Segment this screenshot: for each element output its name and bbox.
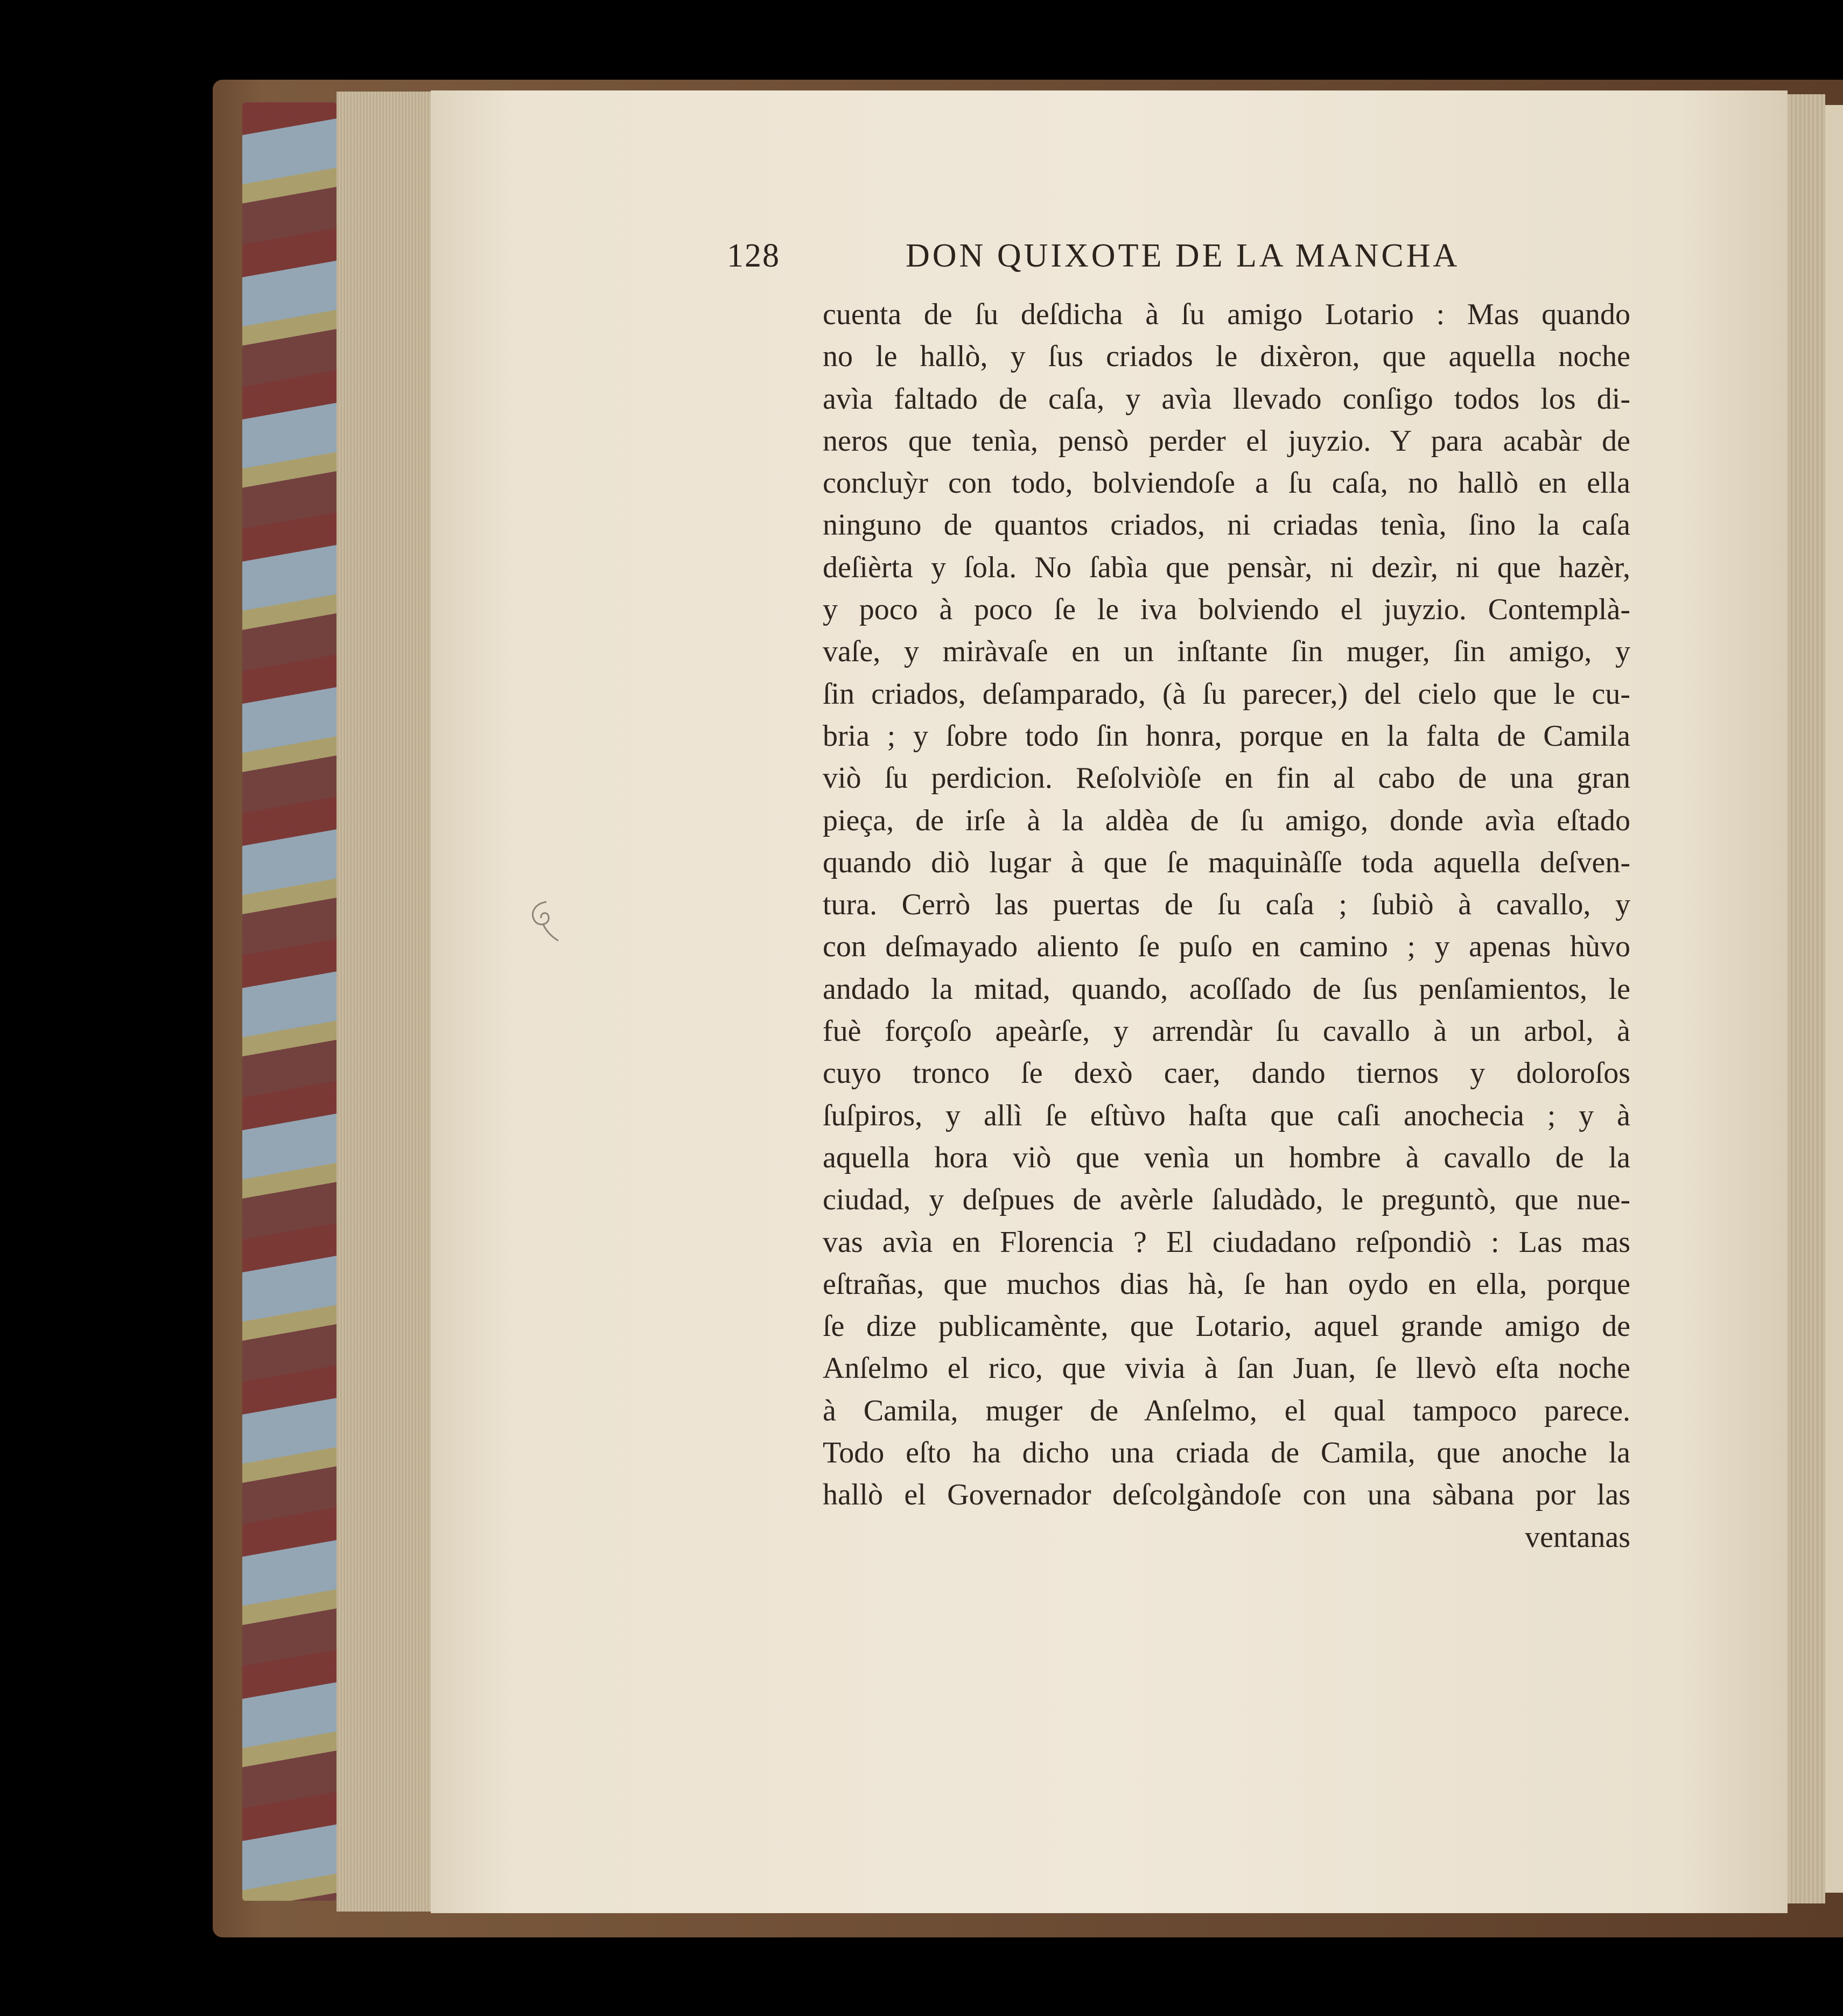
running-head <box>727 237 1631 285</box>
text-line: y poco à poco ſe le iva bolviendo el juyzio. Contemplà- <box>823 593 1630 627</box>
text-line: eſtrañas, que muchos dias hà, ſe han oydo en ella, porque <box>823 1267 1630 1301</box>
text-line: vas avìa en Florencia ? El ciudadano reſpondiò : Las mas <box>823 1225 1630 1259</box>
text-line: tura. Cerrò las puertas de ſu caſa ; ſubiò à cavallo, y <box>823 888 1630 922</box>
text-line: vaſe, y miràvaſe en un inſtante ſin muger, ſin amigo, y <box>823 635 1630 669</box>
text-line: ſe dize publicamènte, que Lotario, aquel grande amigo de <box>823 1310 1630 1343</box>
pencil-mark-icon <box>525 897 563 945</box>
text-line: ſuſpiros, y allì ſe eſtùvo haſta que caſi anochecia ; y à <box>823 1098 1630 1132</box>
text-line: hallò el Governador deſcolgàndoſe con una sàbana por las <box>823 1478 1630 1512</box>
text-line: fuè forçoſo apeàrſe, y arrendàr ſu cavallo à un arbol, à <box>823 1014 1630 1048</box>
text-line: con deſmayado aliento ſe puſo en camino ; y apenas hùvo <box>823 930 1630 964</box>
text-line: avìa faltado de caſa, y avìa llevado conſigo todos los di- <box>823 382 1630 416</box>
catchword: ventanas <box>1525 1520 1630 1554</box>
text-line: cuyo tronco ſe dexò caer, dando tiernos y doloroſos <box>823 1056 1630 1090</box>
text-line: pieça, de irſe à la aldèa de ſu amigo, donde avìa eſtado <box>823 803 1630 837</box>
text-line: cuenta de ſu deſdicha à ſu amigo Lotario : Mas quando <box>823 298 1630 331</box>
text-line: quando diò lugar à que ſe maquinàſſe toda aquella deſven- <box>823 845 1630 879</box>
text-line: viò ſu perdicion. Reſolviòſe en fin al cabo de una gran <box>823 761 1630 795</box>
text-line: ninguno de quantos criados, ni criadas tenìa, ſino la caſa <box>823 508 1630 542</box>
page-edges-right <box>1788 94 1825 1903</box>
facing-page-edge <box>1825 105 1843 1893</box>
running-title: DON QUIXOTE DE LA MANCHA <box>906 237 1460 274</box>
text-line: à Camila, muger de Anſelmo, el qual tampoco parece. <box>823 1394 1630 1427</box>
page-edges-left <box>337 92 433 1912</box>
text-line: deſièrta y ſola. No ſabìa que pensàr, ni dezìr, ni que hazèr, <box>823 550 1630 584</box>
text-line: concluỳr con todo, bolviendoſe a ſu caſa, no hallò en ella <box>823 466 1630 500</box>
text-line: bria ; y ſobre todo ſin honra, porque en la falta de Camila <box>823 719 1630 753</box>
text-line: aquella hora viò que venìa un hombre à cavallo de la <box>823 1140 1630 1174</box>
text-line: neros que tenìa, pensò perder el juyzio. Y para acabàr de <box>823 424 1630 458</box>
text-line: ſin criados, deſamparado, (à ſu parecer,) del cielo que le cu- <box>823 677 1630 711</box>
marbled-endpaper <box>242 102 337 1901</box>
text-line: Anſelmo el rico, que vivia à ſan Juan, ſe llevò eſta noche <box>823 1352 1630 1385</box>
text-line: Todo eſto ha dicho una criada de Camila, que anoche la <box>823 1436 1630 1470</box>
body-text <box>823 293 1630 1558</box>
page-number: 128 <box>727 237 780 274</box>
text-line: no le hallò, y ſus criados le dixèron, que aquella noche <box>823 340 1630 374</box>
text-line: andado la mitad, quando, acoſſado de ſus penſamientos, le <box>823 972 1630 1006</box>
text-line: ciudad, y deſpues de avèrle ſaludàdo, le preguntò, que nue- <box>823 1183 1630 1217</box>
